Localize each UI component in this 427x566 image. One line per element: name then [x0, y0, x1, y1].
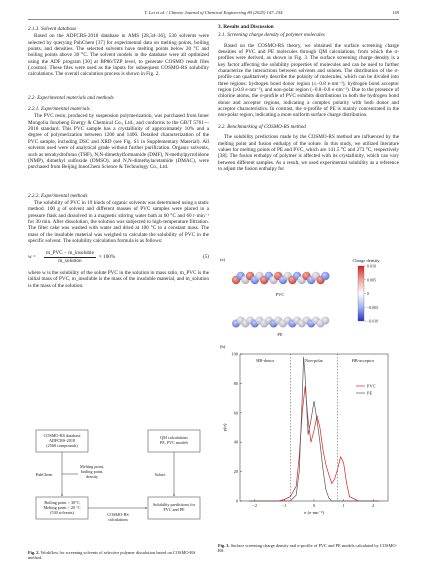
- panel-a-label: (a): [220, 257, 225, 262]
- y-tick-label: 100: [231, 351, 238, 357]
- equation-lhs: w =: [28, 253, 36, 260]
- filter-box-text: Boiling point > 30°C Melting point < 20 °C (530 solvents): [43, 500, 81, 515]
- running-header: [28, 9, 399, 20]
- property-label: Melting point, boiling point, density: [80, 464, 104, 479]
- colorbar-tick-label: 0.010: [367, 263, 376, 269]
- legend-entry: PVC: [367, 383, 376, 389]
- section-3-title: 3. Results and Discussion: [218, 24, 274, 30]
- prediction-box-text: Solubility predictions for PVC and PE: [152, 502, 196, 512]
- sigma-profile-plot: [222, 352, 388, 516]
- plot-frame: [240, 354, 388, 501]
- region-acceptor-label: HB-acceptor: [351, 358, 375, 363]
- equation-explanation: where w is the solubility of the solute PVC in the solution in mass ratio, m_PVC is the initial mass of PVC, m_insoluble is the mass of the insoluble material, and m_solution is the mass of the solution.: [28, 269, 209, 289]
- section-3-1-text: Based on the COSMO-RS theory, we obtained the surface screening charge densities of PVC and PE molecules through QM calculations, from which the σ-profiles were derived, as shown in Fig. 3. The surface screening charge density is a key factor affecting the solubility properties of molecules and can be used to further characterize the interactions between solvents and solutes. The distribution of the σ-profile can qualitatively describe the polarity of molecules, which can be divided into three regions: hydrogen bond donor region (≤−0.8 e·nm⁻²), hydrogen bond acceptor region (≥0.8 e·nm⁻²), and non-polar region (−0.8–0.8 e·nm⁻²). Due to the presence of chlorine atoms, the σ-profile of PVC exhibits distributions in both the hydrogen bond donor and acceptor regions, indicating a complex polarity with both donor and acceptor characteristics. In contrast, the σ-profile of PE is mainly concentrated in the non-polar region, indicating a more uniform surface charge distribution.: [218, 42, 399, 119]
- section-2-2-1-title: 2.2.1. Experimental materials: [28, 106, 90, 113]
- equation-times: × 100%: [98, 253, 116, 260]
- pvc-atom: [321, 272, 329, 280]
- section-3-2-title: 3.2. Benchmarking of COSMO-RS method: [218, 123, 306, 130]
- x-tick-label: 2: [372, 503, 375, 508]
- section-3-2-text: The solubility predictions made by the COSMO-RS method are influenced by the melting point and fusion enthalpy of the solute. In this study, we utilized literature values for melting points of PE and PVC, which are 141.5 °C and 273 °C, respectively [38]. The fusion enthalpy of polymer is affected with its crystallinity, which can vary between different samples. As a result, we used experimental solubility as a reference to adjust the fusion enthalpy for: [218, 134, 399, 172]
- pubchem-label: PubChem: [35, 472, 53, 477]
- figure-2: [28, 425, 209, 561]
- left-column: [28, 24, 209, 289]
- figure-3: [218, 254, 399, 554]
- solute-label: Solute: [154, 472, 166, 477]
- colorbar-tick-label: −0.005: [367, 304, 379, 310]
- equation-numerator: m_PVC − m_insoluble: [46, 250, 94, 257]
- section-2-1-3-text: Based on the ADFCRS-2018 database in AMS [28,34–36], 530 solvents were selected by querying PubChem [37] for experimental data on melting points, boiling points, and densities. The selected solvents have melting points below 20 °C and boiling points above 30 °C. The solvent models in the database were all optimized using the ADF program [30] at BP86/TZP level, to generate COSMO result files (.cosmo). These files were used as the inputs for subsequent COSMO-RS solubility calculations. The overall calculation process is shown in Fig. 2.: [28, 33, 209, 78]
- section-2-2-2-title: 2.2.2. Experimental methods: [28, 192, 88, 199]
- figure-3-caption-label: Fig. 3.: [218, 543, 230, 548]
- figure-2-caption-text: Workflow for screening solvents of selective polymer dissolution based on COSMO-RS method.: [28, 550, 196, 561]
- series-line-pvc: [249, 383, 379, 501]
- calculation-label: COSMO-RS calculations: [107, 512, 129, 522]
- section-2-2-1-text: The PVC resin, produced by suspension polymerization, was purchased from Inner Mongolia Junzheng Energy & Chemical Co., Ltd., and conforms to the GB/T 5761—2018 standard. This PVC sample has a crystallinity of approximately 10% and a degree of polymerization between 1200 and 1400. Detailed characterization of the PVC sample, including DSC and XRD (see Fig. S1 in Supplementary Material). All solvents used were of analytical grade without further purification. Organic solvents, such as tetrahydrofuran (THF), N,N-dimethylformamide (DMF), N-methylpyrrolidone (NMP), dimethyl sulfoxide (DMSO), and N,N-dimethylacetamide (DMAC), were purchased from Beijing InnoChem Science & Technology Co., Ltd.: [28, 113, 209, 171]
- x-tick-label: 1: [342, 503, 345, 508]
- x-tick-label: 0: [312, 503, 316, 508]
- region-nonpolar-label: Non-polar: [304, 358, 324, 363]
- x-axis-label: σ (e·nm⁻²): [304, 510, 324, 515]
- section-2-2-2-text: The solubility of PVC in 19 kinds of organic solvents was determined using a static method. 100 g of solvent and different masses of PVC samples were placed in a pressure flask and dissolved in a magnetic stirring water bath at 60 °C and 60 r·min⁻¹ for 30 min. After dissolution, the solution was subjected to high-temperature filtration. The filter cake was washed with water and dried at 100 °C to a constant mass. The mass of the insoluble material was weighed to calculate the solubility of PVC in the specific solvent. The solubility calculation formula is as follows:: [28, 199, 209, 244]
- x-tick-label: −2: [252, 503, 258, 508]
- pe-molecule-surface: [232, 317, 329, 328]
- section-2-2-title: 2.2. Experimental materials and methods: [28, 94, 114, 101]
- colorbar-tick-label: −0.010: [367, 318, 379, 324]
- qm-box-text: QM calculations PE, PVC models: [159, 435, 189, 445]
- right-column: [218, 24, 399, 172]
- pe-surface-label: PE: [277, 332, 283, 337]
- workflow-diagram: [28, 425, 209, 537]
- legend-entry: PE: [367, 390, 373, 396]
- y-tick-label: 0: [235, 498, 238, 504]
- figure-2-caption-label: Fig. 2.: [28, 550, 40, 555]
- colorbar: [358, 266, 364, 321]
- pvc-surface-label: PVC: [275, 292, 285, 297]
- figure-3-caption-text: Surface screening charge density and σ-profile of PVC and PE models calculated by COSMO-RS.: [218, 543, 397, 554]
- figure-2-caption: [28, 550, 209, 561]
- equation-5: [28, 250, 209, 264]
- equation-denominator: m_solution: [58, 257, 82, 264]
- y-tick-label: 80: [233, 380, 238, 386]
- y-tick-label: 20: [233, 469, 238, 475]
- panel-b-label: (b): [220, 344, 226, 349]
- region-donor-label: HB-donor: [256, 358, 275, 363]
- y-tick-label: 40: [233, 439, 238, 445]
- y-tick-label: 60: [233, 410, 238, 416]
- y-axis-label: p(σ): [222, 423, 227, 432]
- figure-3-caption: [218, 543, 399, 554]
- x-tick-label: −1: [282, 503, 287, 508]
- section-2-1-3-title: 2.1.3. Solvent database: [28, 26, 77, 32]
- section-3-1-title: 3.1. Screening charge density of polymer molecules: [218, 32, 325, 39]
- equation-fraction: [44, 250, 96, 264]
- page-number: 149: [392, 10, 399, 15]
- database-box-text: COSMO-RS database ADFCRS-2018 (2560 compounds): [43, 433, 81, 448]
- colorbar-tick-label: 0.005: [367, 277, 376, 283]
- equation-number: (5): [202, 253, 209, 260]
- colorbar-tick-label: 0: [367, 291, 369, 296]
- journal-citation: T. Lei et al. / Chinese Journal of Chemical Engineering 80 (2025) 147–154: [144, 10, 283, 15]
- colorbar-title: Charge density: [352, 258, 380, 263]
- figure-3-graphic: [218, 254, 399, 536]
- pvc-molecule-surface: [232, 272, 330, 284]
- pe-atom: [321, 317, 329, 325]
